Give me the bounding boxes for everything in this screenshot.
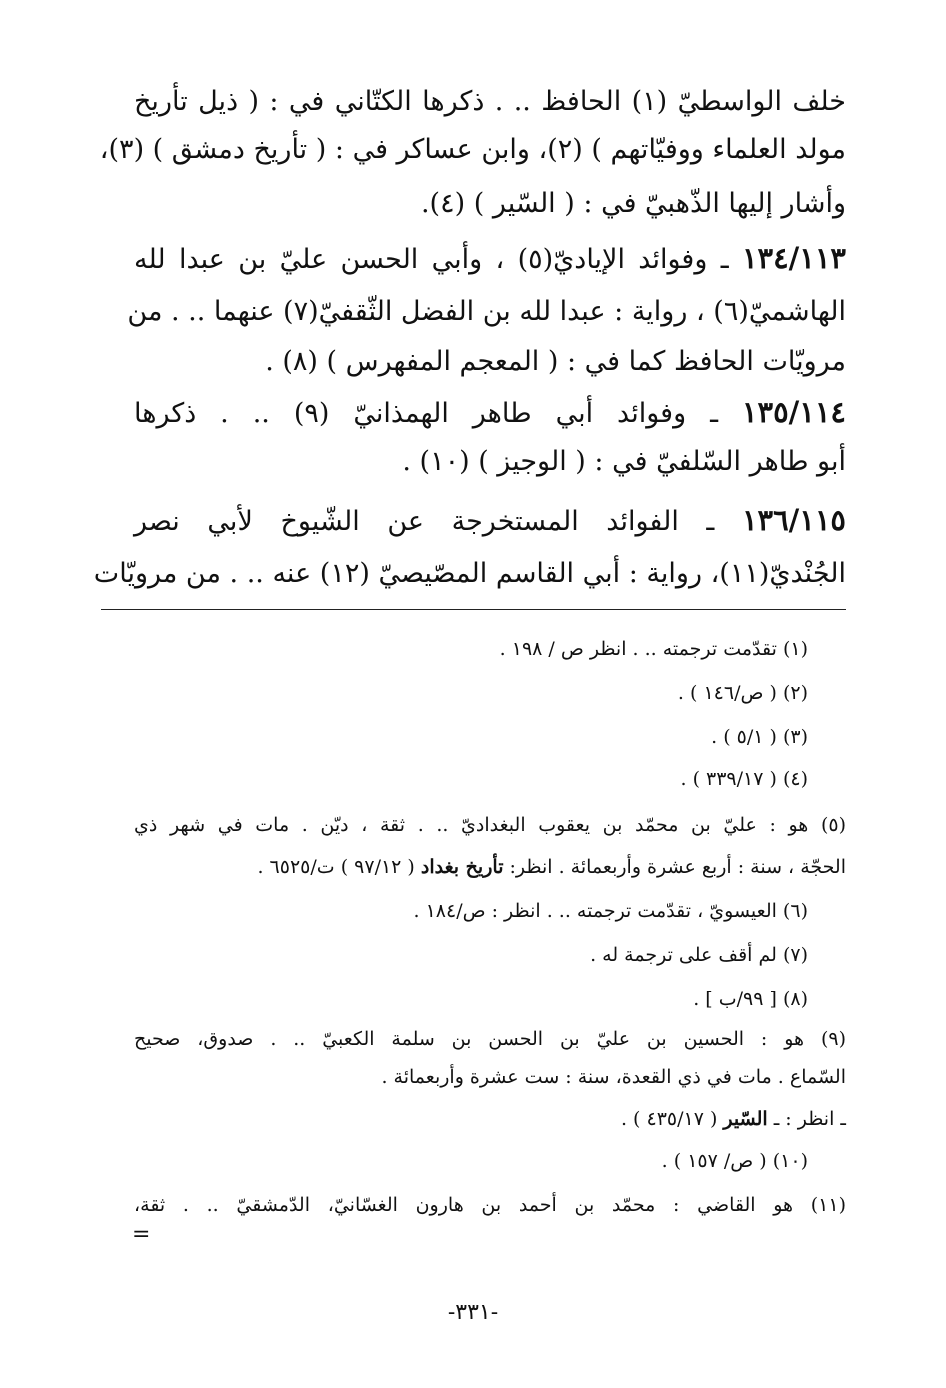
footnote-4: (٤) ( ٣٣٩/١٧ ) . <box>680 768 808 790</box>
main-text-line: الجُنْديّ(١١)، رواية : أبي القاسم المصّيصيّ (١٢) عنه .. . من مرويّات <box>93 558 846 589</box>
footnote-1: (١) تقدّمت ترجمته .. . انظر ص / ١٩٨ . <box>499 638 808 660</box>
entry-number: ١٣٥/١١٤ <box>741 395 846 429</box>
main-text-line: مولد العلماء ووفيّاتهم ) (٢)، وابن عساكر في : ( تأريخ دمشق ) (٣)، <box>99 134 846 165</box>
footnote-5: (٥) هو : عليّ بن محمّد بن يعقوب البغداديّ .. . ثقة ، ديّن . مات في شهر ذي <box>134 814 846 836</box>
footnote-2: (٢) ( ص/١٤٦ ) . <box>677 682 808 704</box>
main-text-line: الهاشميّ(٦) ، رواية : عبدا لله بن الفضل الثّقفيّ(٧) عنهما .. . من <box>127 296 846 327</box>
footnote-10: (١٠) ( ص/ ١٥٧ ) . <box>661 1150 808 1172</box>
footnote-7: (٧) لم أقف على ترجمة له . <box>590 944 808 966</box>
footnote-3: (٣) ( ٥/١ ) . <box>711 726 808 748</box>
entry-135-line <box>134 390 846 436</box>
footnote-9-reference <box>134 1104 846 1134</box>
entry-text: ـ الفوائد المستخرجة عن الشّيوخ لأبي نصر <box>134 506 742 537</box>
footnote-9: (٩) هو : الحسين بن عليّ بن الحسن بن سلمة الكعبيّ .. . صدوق، صحيح <box>134 1028 846 1050</box>
continuation-mark: = <box>132 1222 151 1247</box>
entry-text: ـ وفوائد الإياديّ(٥) ، وأبي الحسن عليّ بن عبدا لله <box>134 244 742 275</box>
footnote-text: الحجّة ، سنة : أربع عشرة وأربعمائة . انظر: <box>503 856 846 878</box>
footnote-6: (٦) العيسويّ ، تقدّمت ترجمته .. . انظر : ص/١٨٤ . <box>413 900 808 922</box>
footnote-9-continuation: السّماع . مات في ذي القعدة، سنة : ست عشرة وأربعمائة . <box>381 1066 846 1088</box>
footnote-5-continuation <box>134 852 846 882</box>
main-text-line: وأشار إليها الذّهبيّ في : ( السّير ) (٤). <box>420 188 846 219</box>
source-title: السّير <box>723 1108 768 1130</box>
entry-text: ـ وفوائد أبي طاهر الهمذانيّ (٩) .. . ذكرها <box>134 398 742 429</box>
entry-134-line <box>134 236 846 282</box>
main-text-line: خلف الواسطيّ (١) الحافظ .. . ذكرها الكتّاني في : ( ذيل تأريخ <box>134 86 846 117</box>
main-text-line: أبو طاهر السّلفيّ في : ( الوجيز ) (١٠) . <box>402 446 846 477</box>
footnote-text: ( ٩٧/١٢ ) ت/٦٥٢٥ . <box>257 856 421 878</box>
footnote-text: ( ٤٣٥/١٧ ) . <box>620 1108 724 1130</box>
entry-number: ١٣٤/١١٣ <box>741 241 846 275</box>
footnote-11: (١١) هو القاضي : محمّد بن أحمد بن هارون الغسّانيّ، الدّمشقيّ .. . ثقة، <box>134 1194 846 1216</box>
entry-number: ١٣٦/١١٥ <box>741 503 846 537</box>
main-text-line: مرويّات الحافظ كما في : ( المعجم المفهرس ) (٨) . <box>265 346 846 377</box>
footnote-text: ـ انظر : ـ <box>767 1108 846 1130</box>
footnote-8: (٨) [ ٩٩/ب ] . <box>693 988 808 1010</box>
source-title: تأريخ بغداد <box>420 856 504 878</box>
page-number: -٣٣١- <box>447 1300 499 1325</box>
entry-136-line <box>134 498 846 544</box>
footnote-separator <box>101 609 846 610</box>
